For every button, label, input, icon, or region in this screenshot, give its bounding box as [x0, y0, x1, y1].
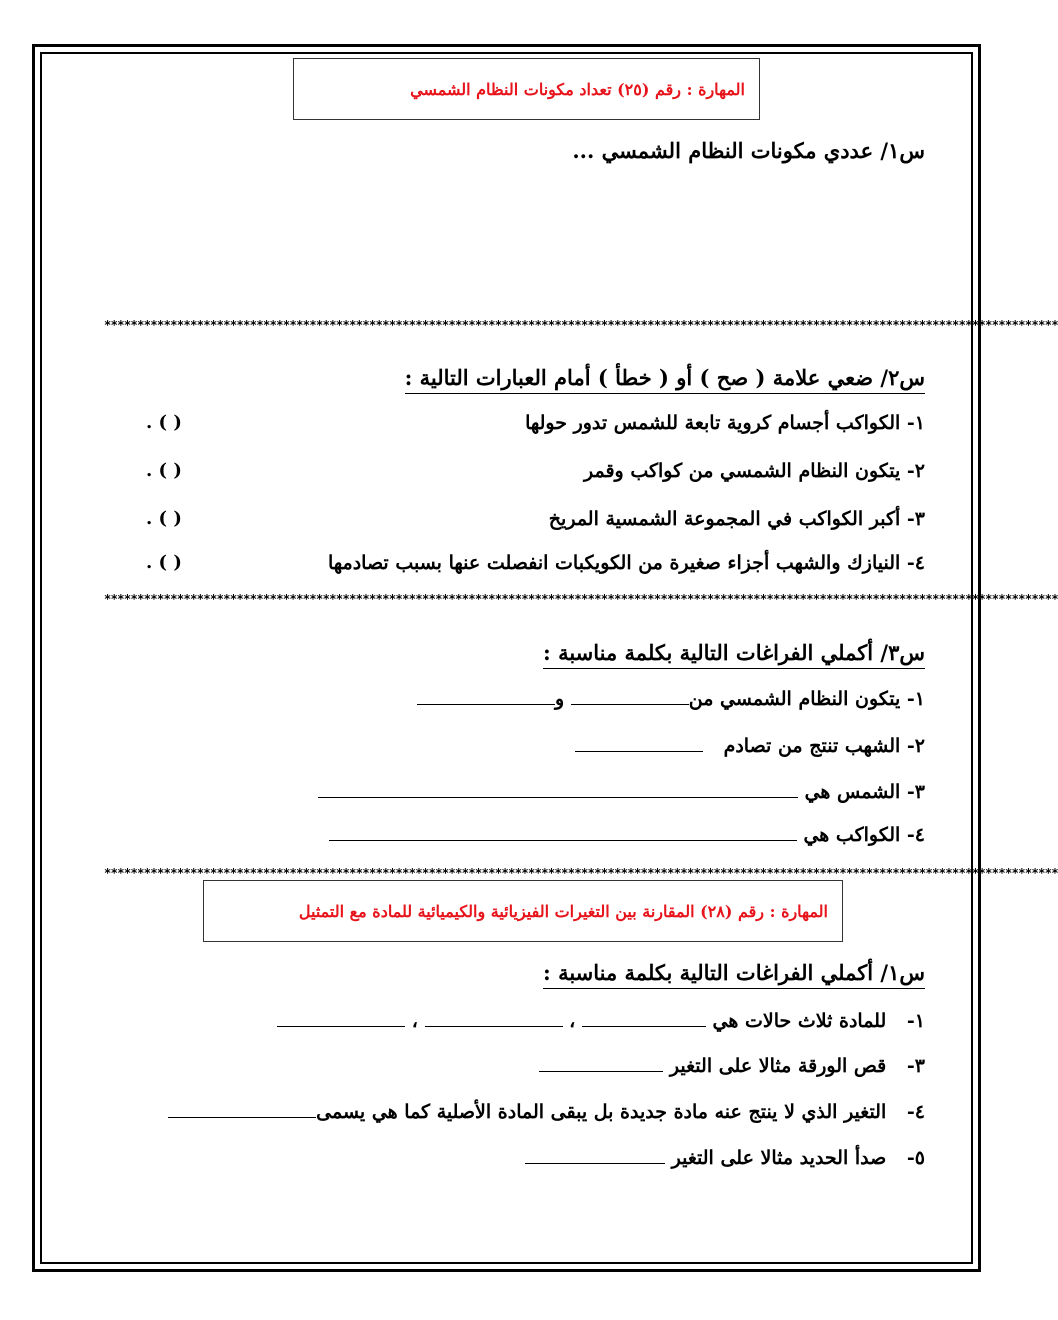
q4-item-5-num: ٥-: [906, 1147, 925, 1169]
q4-title: س١/ أكملي الفراغات التالية بكلمة مناسبة :: [543, 960, 925, 989]
q1-title: س١/ عددي مكونات النظام الشمسي ...: [572, 138, 925, 163]
q2-answer-box-2[interactable]: . ( ): [146, 460, 182, 481]
skill-box-28: [203, 880, 843, 942]
q2-answer-box-4[interactable]: . ( ): [146, 552, 182, 573]
q3-item-4: [329, 822, 925, 848]
skill-28-label: المهارة : رقم (٢٨) المقارنة بين التغيرات الفيزيائية والكيميائية للمادة مع التمثيل: [298, 901, 828, 921]
q3-item-3-blank[interactable]: [318, 779, 798, 798]
q4-item-5: [525, 1145, 925, 1171]
q2-item-2: ٢- يتكون النظام الشمسي من كواكب وقمر: [583, 460, 925, 482]
q3-item-1-text: ١- يتكون النظام الشمسي من: [688, 688, 925, 710]
skill-25-label: المهارة : رقم (٢٥) تعداد مكونات النظام الشمسي: [410, 79, 745, 99]
q4-item-4-num: ٤-: [906, 1101, 925, 1123]
q4-item-4: [168, 1099, 925, 1125]
q4-item-5-text: صدأ الحديد مثالا على التغير: [671, 1147, 887, 1169]
q3-item-4-blank[interactable]: [329, 822, 797, 841]
q4-item-4-text: التغير الذي لا ينتج عنه مادة جديدة بل يبقى المادة الأصلية كما هي يسمى: [316, 1101, 887, 1123]
q2-answer-box-3[interactable]: . ( ): [146, 508, 182, 529]
q3-item-1-blank-a[interactable]: [571, 686, 689, 705]
q3-item-2: [575, 733, 925, 759]
separator-stars-1: ************************************************************************************************************************************************: [104, 318, 1058, 332]
q4-item-5-blank[interactable]: [525, 1145, 665, 1164]
q2-item-4: ٤- النيازك والشهب أجزاء صغيرة من الكويكبات انفصلت عنها بسبب تصادمها: [327, 552, 925, 574]
q4-item-1-blank-c[interactable]: [277, 1008, 405, 1027]
q4-item-1-comma-2: ،: [411, 1010, 418, 1032]
q3-item-1: [417, 686, 925, 712]
q4-item-3-blank[interactable]: [539, 1053, 663, 1072]
separator-stars-3: ************************************************************************************************************************************************: [104, 866, 1058, 880]
q3-item-1-and: و: [554, 688, 565, 710]
q2-title: س٢/ ضعي علامة ( صح ) أو ( خطأ ) أمام العبارات التالية :: [405, 365, 925, 394]
q4-item-3: [539, 1053, 925, 1079]
q4-item-3-num: ٣-: [906, 1055, 925, 1077]
q2-item-3: ٣- أكبر الكواكب في المجموعة الشمسية المريخ: [548, 508, 925, 530]
separator-stars-2: ************************************************************************************************************************************************: [104, 592, 1058, 606]
q4-item-1: [277, 1008, 925, 1034]
q4-item-3-text: قص الورقة مثالا على التغير: [669, 1055, 887, 1077]
q4-item-4-blank[interactable]: [168, 1099, 316, 1118]
q4-item-1-text: للمادة ثلاث حالات هي: [712, 1010, 887, 1032]
q2-answer-box-1[interactable]: . ( ): [146, 412, 182, 433]
q3-item-4-text: ٤- الكواكب هي: [803, 824, 925, 846]
skill-box-25: [293, 58, 760, 120]
q3-item-2-blank[interactable]: [575, 733, 703, 752]
q3-item-3: [318, 779, 925, 805]
q3-item-2-text: ٢- الشهب تنتج من تصادم: [723, 735, 925, 757]
q4-item-1-blank-a[interactable]: [582, 1008, 706, 1027]
q3-title: س٣/ أكملي الفراغات التالية بكلمة مناسبة :: [543, 640, 925, 669]
q4-item-1-comma-1: ،: [569, 1010, 576, 1032]
q4-item-1-blank-b[interactable]: [425, 1008, 563, 1027]
q3-item-3-text: ٣- الشمس هي: [804, 781, 925, 803]
q4-item-1-num: ١-: [906, 1010, 925, 1032]
q3-item-1-blank-b[interactable]: [417, 686, 555, 705]
q2-item-1: ١- الكواكب أجسام كروية تابعة للشمس تدور حولها: [525, 412, 925, 434]
